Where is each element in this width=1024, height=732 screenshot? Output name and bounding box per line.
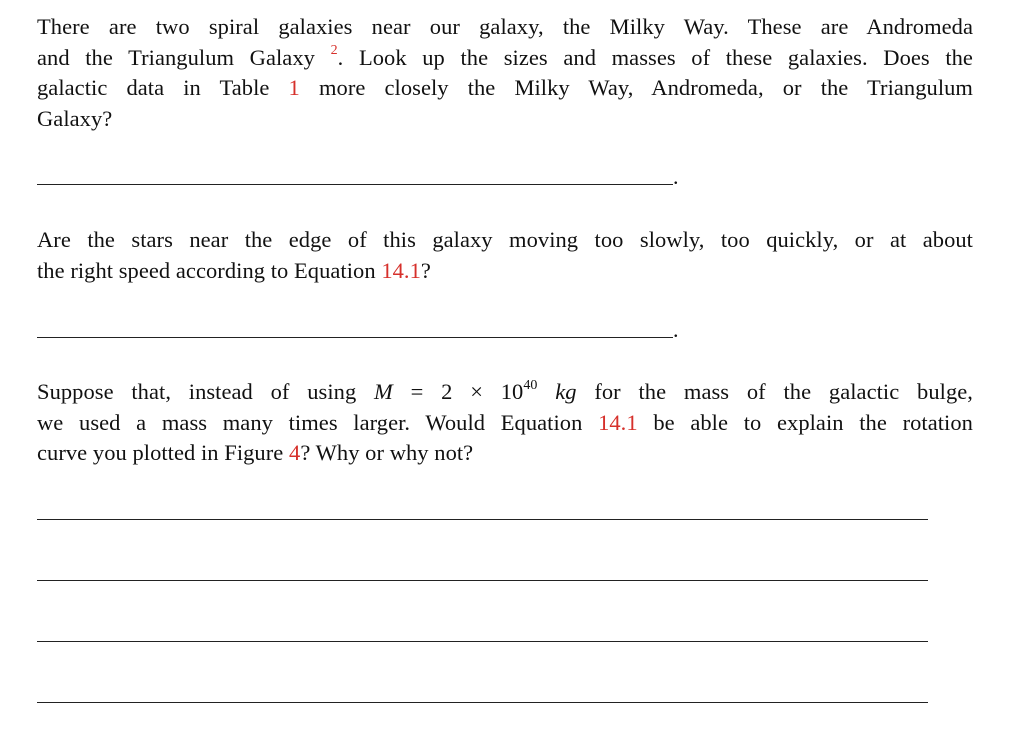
question-2-text: the right speed according to Equation — [37, 257, 376, 283]
question-3 — [37, 377, 973, 469]
question-3-line-3 — [37, 438, 973, 469]
question-3-text: Suppose that, instead of using — [37, 379, 357, 404]
answer-line-3[interactable] — [37, 519, 928, 520]
question-1-text: more closely the Milky Way, Andromeda, or the Triangulum — [318, 75, 973, 100]
question-2-line-2 — [37, 256, 973, 287]
answer-line-1[interactable] — [37, 184, 673, 185]
answer-line-5[interactable] — [37, 641, 928, 642]
question-1-text: and the Triangulum Galaxy — [37, 44, 315, 70]
question-3-text: be able to explain the rotation — [653, 409, 973, 435]
question-3-text: we used a mass many times larger. Would Equation — [37, 409, 583, 435]
math-unit-kg: kg — [555, 379, 577, 404]
math-value: 2 × 10 — [441, 379, 524, 404]
question-3-line-2 — [37, 408, 973, 439]
figure-4-reference[interactable]: 4 — [289, 440, 301, 465]
question-3-text: curve you plotted in Figure — [37, 440, 284, 465]
question-1 — [37, 12, 973, 134]
footnote-reference-2[interactable]: 2 — [330, 42, 338, 58]
answer-line-1-period: . — [673, 164, 679, 189]
question-1-text: galactic data in Table — [37, 75, 270, 100]
math-exponent: 40 — [523, 378, 538, 393]
equation-14-1-reference[interactable]: 14.1 — [381, 257, 421, 283]
answer-line-6[interactable] — [37, 702, 928, 703]
question-3-line-1 — [37, 377, 973, 408]
table-1-reference[interactable]: 1 — [288, 75, 300, 100]
math-variable-m: M — [374, 379, 393, 404]
question-1-line-3 — [37, 73, 973, 104]
answer-line-2-period: . — [673, 317, 679, 342]
math-equals: = — [410, 379, 424, 404]
question-1-text: . Look up the sizes and masses of these galaxies. Does the — [337, 44, 973, 70]
answer-line-4[interactable] — [37, 580, 928, 581]
equation-14-1-reference[interactable]: 14.1 — [598, 409, 638, 435]
question-1-line-2 — [37, 43, 973, 74]
question-2 — [37, 225, 973, 286]
question-2-line-1: Are the stars near the edge of this galaxy moving too slowly, too quickly, or at about — [37, 227, 973, 252]
question-3-text: for the mass of the galactic bulge, — [594, 379, 973, 404]
question-1-line-1: There are two spiral galaxies near our galaxy, the Milky Way. These are Andromeda — [37, 14, 973, 39]
question-3-text: ? Why or why not? — [300, 440, 474, 465]
question-1-line-4: Galaxy? — [37, 105, 113, 131]
answer-line-2[interactable] — [37, 337, 673, 338]
question-2-text: ? — [420, 257, 431, 283]
